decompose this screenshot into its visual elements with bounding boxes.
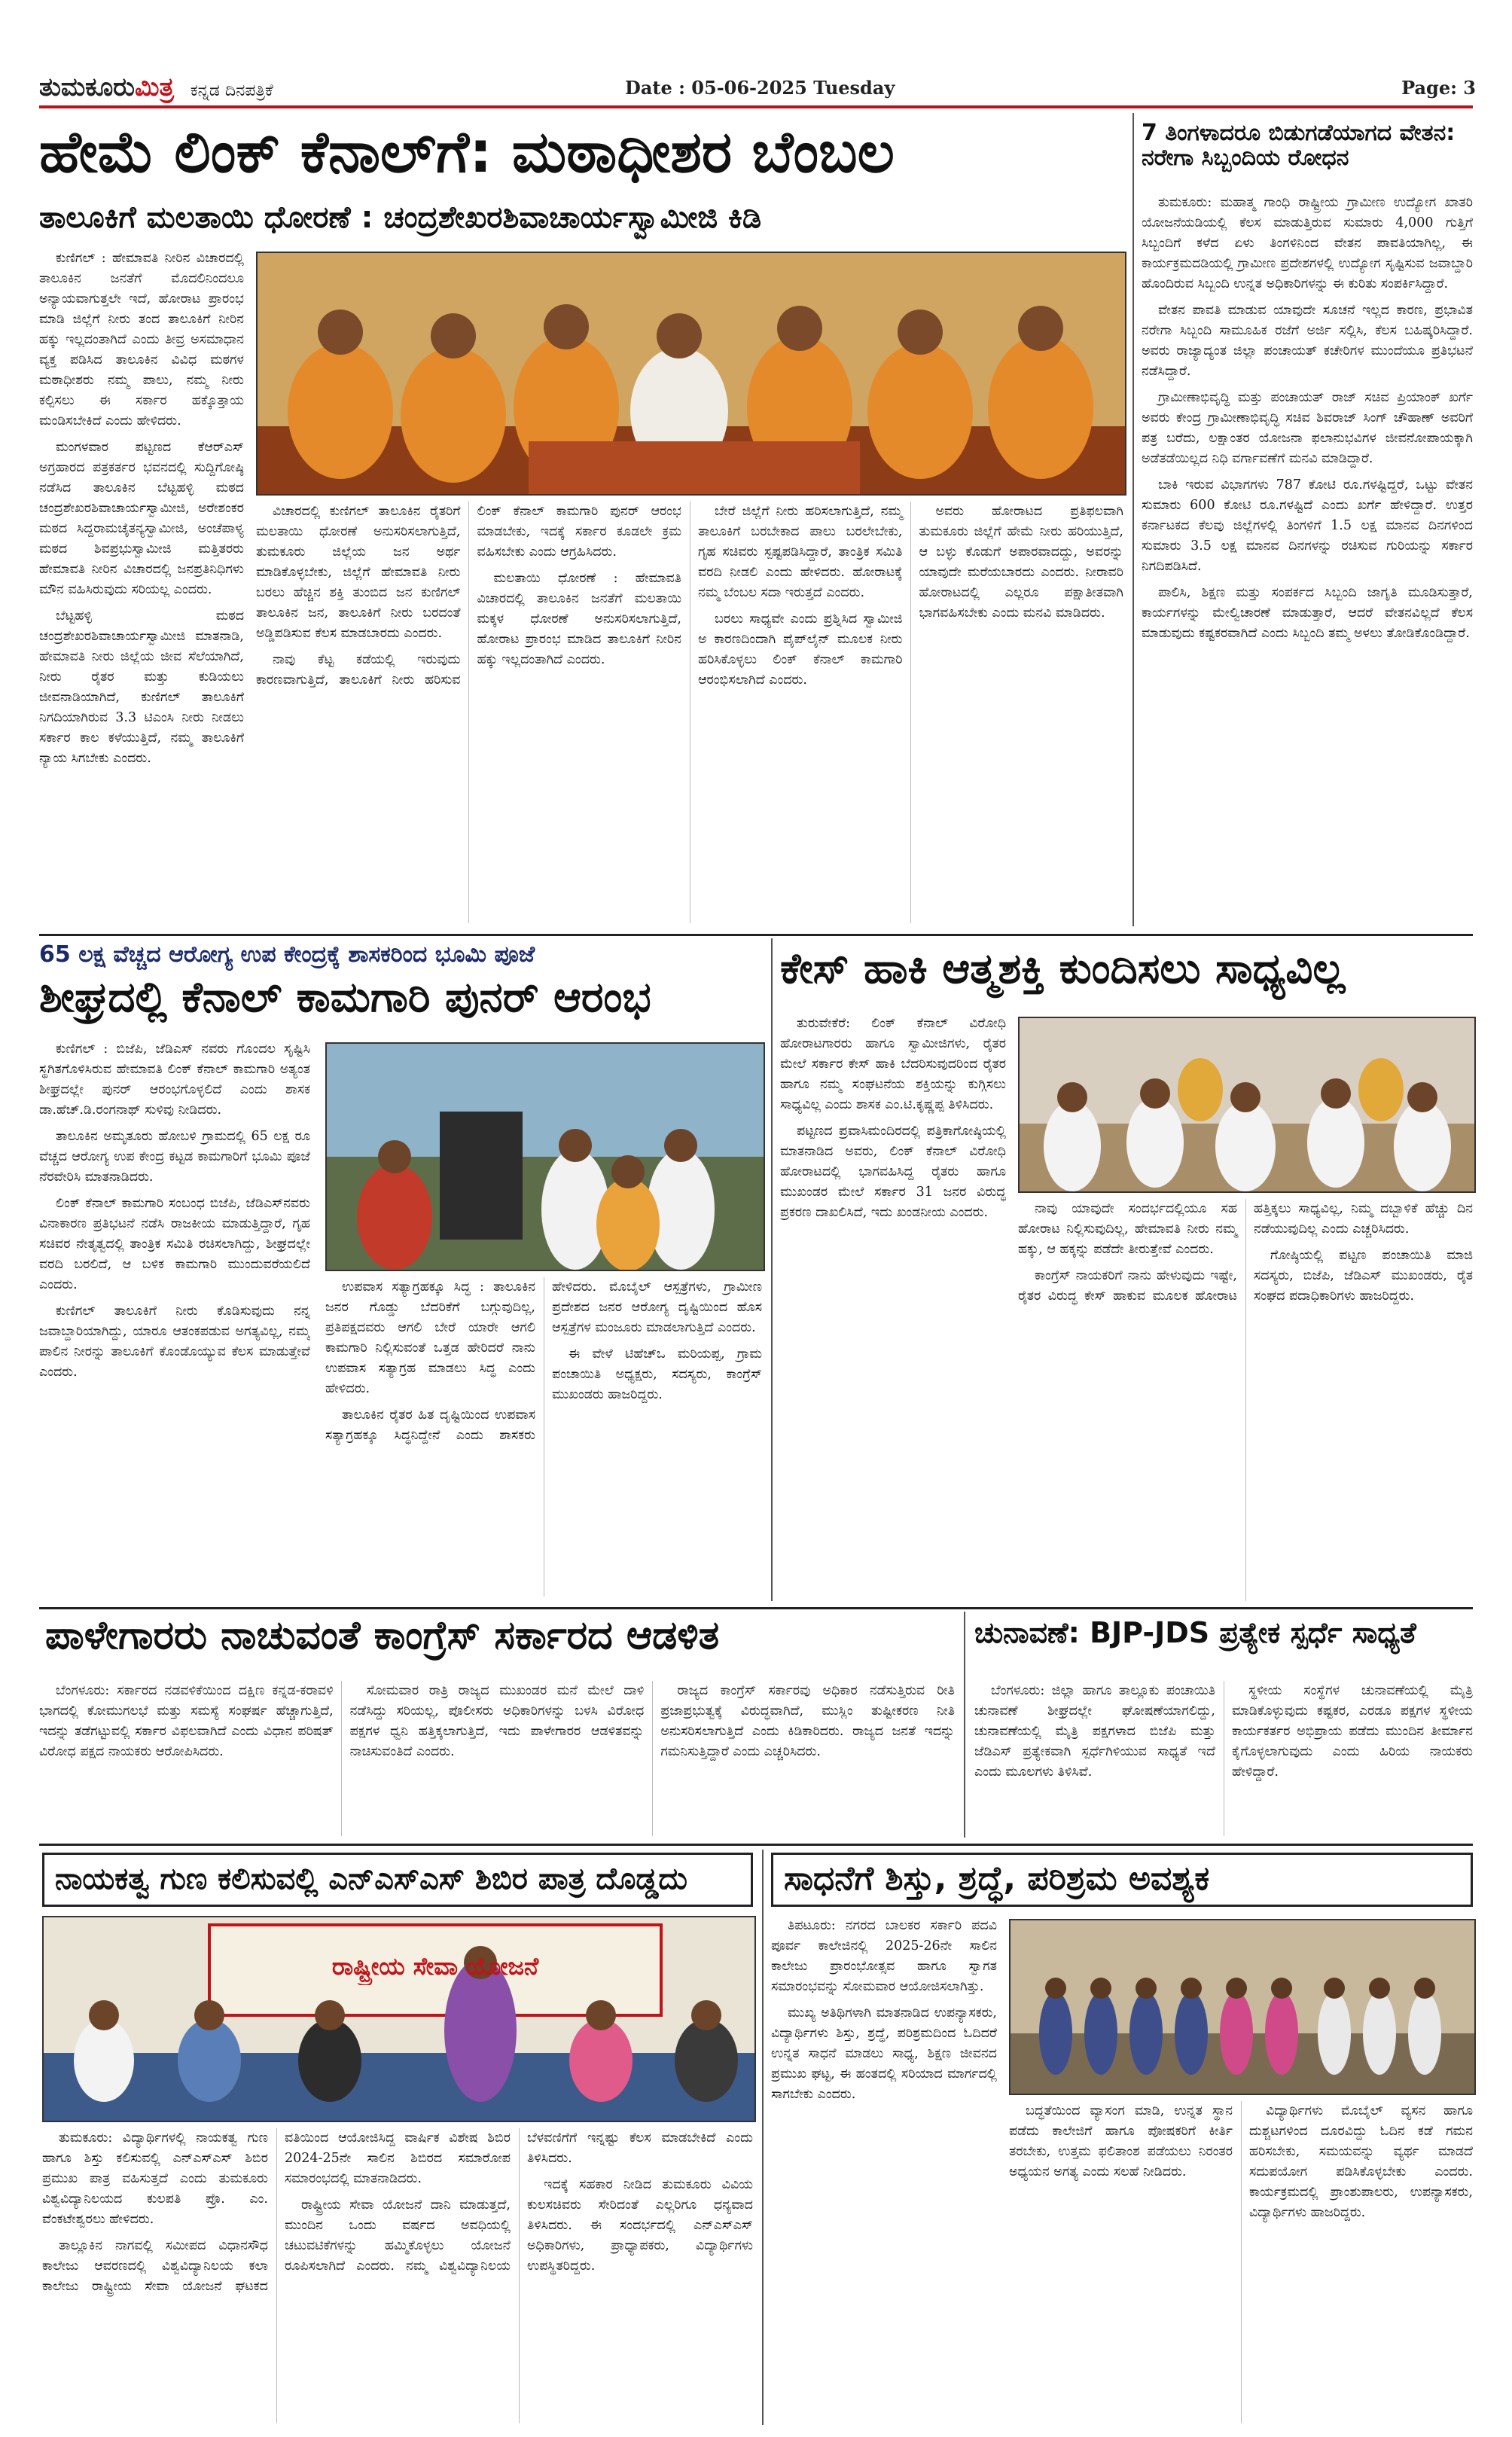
nss-para: ತುಮಕೂರು: ವಿದ್ಯಾರ್ಥಿಗಳಲ್ಲಿ ನಾಯಕತ್ವ ಗುಣ ಹಾಗೂ ಶಿಸ್ತು ಕಲಿಸುವಲ್ಲಿ ಎನ್‌ಎಸ್‌ಎಸ್ ಶಿಬಿರ ಪ್ರಮುಖ ಪಾತ್ರ ವಹಿಸುತ್ತದೆ ಎಂದು ತುಮಕೂರು ವಿಶ್ವವಿದ್ಯಾನಿಲಯದ ಕುಲಪತಿ ಪ್ರೊ. ಎಂ. ವೆಂಕಟೇಶ್ವರಲು ಹೇಳಿದರು.	[42, 2130, 268, 2227]
lead-left-column	[39, 249, 244, 926]
canal-right-para: ಈ ವೇಳೆ ಟಿಹೆಚ್‌ಒ ಮರಿಯಪ್ಪ, ಗ್ರಾಮ ಪಂಚಾಯಿತಿ ಅಧ್ಯಕ್ಷರು, ಸದಸ್ಯರು, ಕಾಂಗ್ರೆಸ್ ಮುಖಂಡರು ಹಾಜರಿದ್ದರು.	[552, 1347, 762, 1402]
nss-photo	[42, 1916, 756, 2122]
side-para: ಪಾಲಿಸಿ, ಶಿಕ್ಷಣ ಮತ್ತು ಸಂಪರ್ಕದ ಸಿಬ್ಬಂದಿ ಜಾಗೃತಿ ಮೂಡಿಸುತ್ತಾರೆ, ಕಾರ್ಯಗಳನ್ನು ಮೇಲ್ವಿಚಾರಣೆ ಮಾಡುತ್ತಾರೆ, ಆದರೆ ವೇತನವಿಲ್ಲದೆ ಕೆಲಸ ಮಾಡುವುದು ಕಷ್ಟಕರವಾಗಿದೆ ಎಂದು ಸಿಬ್ಬಂದಿ ತಮ್ಮ ಅಳಲು ತೋಡಿಕೊಂಡಿದ್ದಾರೆ.	[1142, 585, 1473, 641]
lead-right-para: ಅವರು ಹೋರಾಟದ ಪ್ರತಿಫಲವಾಗಿ ತುಮಕೂರು ಜಿಲ್ಲೆಗೆ ಹೇಮೆ ನೀರು ಹರಿಯುತ್ತಿದೆ, ಆ ಬಳ್ಳು ಕೊಡುಗೆ ಅಪಾರವಾದದ್ದು, ಅವರನ್ನು ಯಾವುದೇ ಮರೆಯಬಾರದು ಎಂದರು. ನೀರಾವರಿ ಹೋರಾಟದಲ್ಲಿ ಎಲ್ಲರೂ ಪಕ್ಷಾತೀತವಾಗಿ ಭಾಗವಹಿಸಬೇಕು ಎಂದು ಮನವಿ ಮಾಡಿದರು.	[919, 504, 1123, 621]
discipline-headline: ಸಾಧನೆಗೆ ಶಿಸ್ತು, ಶ್ರದ್ಧೆ, ಪರಿಶ್ರಮ ಅವಶ್ಯಕ	[784, 1859, 1210, 1898]
column-divider	[771, 938, 773, 1601]
side-headline: 7 ತಿಂಗಳಾದರೂ ಬಿಡುಗಡೆಯಾಗದ ವೇತನ: ನರೇಗಾ ಸಿಬ್ಬಂದಿಯ ರೋಧನ	[1142, 120, 1456, 171]
lead-left-para: ಮಂಗಳವಾರ ಪಟ್ಟಣದ ಕೆಆರ್‌ಎಸ್ ಅಗ್ರಹಾರದ ಪತ್ರಕರ್ತರ ಭವನದಲ್ಲಿ ಸುದ್ದಿಗೋಷ್ಠಿ ನಡೆಸಿದ ತಾಲೂಕಿನ ಬೆಟ್ಟಹಳ್ಳಿ ಮಠದ ಚಂದ್ರಶೇಖರಶಿವಾಚಾರ್ಯಸ್ವಾಮೀಜಿ, ಅರೇಶಂಕರ ಮಠದ ಸಿದ್ದರಾಮಚೈತನ್ಯಸ್ವಾಮೀಜಿ, ಅಂಚೆಪಾಳ್ಯ ಮಠದ ಶಿವಪ್ರಭುಸ್ವಾಮೀಜಿ ಮತ್ತಿತರರು ಹೇಮಾವತಿ ನೀರಿನ ವಿಚಾರದಲ್ಲಿ ಜನಪ್ರತಿನಿಧಿಗಳು ಮೌನ ವಹಿಸಿರುವುದು ಸರಿಯಲ್ಲ ಎಂದರು.	[39, 440, 244, 597]
seers-photo-illustration	[258, 253, 1125, 494]
discipline-para: ವಿದ್ಯಾರ್ಥಿಗಳು ಮೊಬೈಲ್ ವ್ಯಸನ ಹಾಗೂ ದುಶ್ಚಟಗಳಿಂದ ದೂರವಿದ್ದು ಓದಿನ ಕಡೆ ಗಮನ ಹರಿಸಬೇಕು, ಸಮಯವನ್ನು ವ್ಯರ್ಥ ಮಾಡದೆ ಸದುಪಯೋಗ ಪಡಿಸಿಕೊಳ್ಳಬೇಕು ಎಂದರು. ಕಾರ್ಯಕ್ರಮದಲ್ಲಿ ಪ್ರಾಂಶುಪಾಲರು, ಉಪನ್ಯಾಸಕರು, ವಿದ್ಯಾರ್ಥಿಗಳು ಹಾಜರಿದ್ದರು.	[1249, 2103, 1473, 2220]
canal-left-para: ತಾಲೂಕಿನ ಅಮೃತೂರು ಹೋಬಳಿ ಗ್ರಾಮದಲ್ಲಿ 65 ಲಕ್ಷ ರೂ ವೆಚ್ಚದ ಆರೋಗ್ಯ ಉಪ ಕೇಂದ್ರ ಕಟ್ಟಡ ಕಾಮಗಾರಿಗೆ ಭೂಮಿ ಪೂಜೆ ನೆರವೇರಿಸಿ ಮಾತನಾಡಿದರು.	[39, 1129, 310, 1185]
discipline-right-columns	[1009, 2101, 1473, 2423]
congress-para: ರಾಜ್ಯದ ಕಾಂಗ್ರೆಸ್ ಸರ್ಕಾರವು ಅಧಿಕಾರ ನಡೆಸುತ್ತಿರುವ ರೀತಿ ಪ್ರಜಾಪ್ರಭುತ್ವಕ್ಕೆ ವಿರುದ್ಧವಾಗಿದೆ, ಮುಸ್ಲಿಂ ತುಷ್ಟೀಕರಣ ನೀತಿ ಅನುಸರಿಸಲಾಗುತ್ತಿದೆ ಎಂದು ಕಿಡಿಕಾರಿದರು. ರಾಜ್ಯದ ಜನತೆ ಇದನ್ನು ಗಮನಿಸುತ್ತಿದ್ದಾರೆ ಎಂದು ಎಚ್ಚರಿಸಿದರು.	[660, 1683, 955, 1759]
lead-subhead: ತಾಲೂಕಿಗೆ ಮಲತಾಯಿ ಧೋರಣೆ : ಚಂದ್ರಶೇಖರಶಿವಾಚಾರ್ಯಸ್ವಾಮೀಜಿ ಕಿಡಿ	[39, 200, 762, 235]
side-story-body	[1142, 193, 1473, 925]
nss-body	[42, 2128, 753, 2423]
case-left-para: ತುರುವೇಕೆರೆ: ಲಿಂಕ್ ಕೆನಾಲ್ ವಿರೋಧಿ ಹೋರಾಟಗಾರರು ಹಾಗೂ ಸ್ವಾಮೀಜಿಗಳು, ರೈತರ ಮೇಲೆ ಸರ್ಕಾರ ಕೇಸ್ ಹಾಕಿ ಬೆದರಿಸುವುದರಿಂದ ರೈತರ ಹಾಗೂ ನಮ್ಮ ಸಂಘಟನೆಯ ಶಕ್ತಿಯನ್ನು ಕುಗ್ಗಿಸಲು ಸಾಧ್ಯವಿಲ್ಲ ಎಂದು ಶಾಸಕ ಎಂ.ಟಿ.ಕೃಷ್ಣಪ್ಪ ತಿಳಿಸಿದರು.	[780, 1016, 1006, 1112]
section-rule	[39, 1607, 1473, 1609]
nss-banner-text: ರಾಷ್ಟ್ರೀಯ ಸೇವಾ ಯೋಜನೆ	[331, 1952, 539, 1981]
nss-para: ಇದಕ್ಕೆ ಸಹಕಾರ ನೀಡಿದ ತುಮಕೂರು ವಿವಿಯ ಕುಲಸಚಿವರು ಸೇರಿದಂತೆ ಎಲ್ಲರಿಗೂ ಧನ್ಯವಾದ ತಿಳಿಸಿದರು. ಈ ಸಂದರ್ಭದಲ್ಲಿ ಎನ್‌ಎಸ್‌ಎಸ್ ಅಧಿಕಾರಿಗಳು, ಪ್ರಾಧ್ಯಾಪಕರು, ವಿದ್ಯಾರ್ಥಿಗಳು ಉಪಸ್ಥಿತರಿದ್ದರು.	[527, 2177, 753, 2274]
logo-tagline: ಕನ್ನಡ ದಿನಪತ್ರಿಕೆ	[190, 81, 273, 100]
case-left-para: ಪಟ್ಟಣದ ಪ್ರವಾಸಿಮಂದಿರದಲ್ಲಿ ಪತ್ರಿಕಾಗೋಷ್ಠಿಯಲ್ಲಿ ಮಾತನಾಡಿದ ಅವರು, ಲಿಂಕ್ ಕೆನಾಲ್ ವಿರೋಧಿ ಹೋರಾಟದಲ್ಲಿ ಭಾಗವಹಿಸಿದ್ದ ರೈತರು ಹಾಗೂ ಮುಖಂಡರ ಮೇಲೆ ಸರ್ಕಾರ 31 ಜನರ ವಿರುದ್ಧ ಪ್ರಕರಣ ದಾಖಲಿಸಿದೆ, ಇದು ಖಂಡನೀಯ ಎಂದರು.	[780, 1124, 1006, 1220]
congress-para: ಬೆಂಗಳೂರು: ಸರ್ಕಾರದ ನಡವಳಿಕೆಯಿಂದ ದಕ್ಷಿಣ ಕನ್ನಡ-ಕರಾವಳಿ ಭಾಗದಲ್ಲಿ ಕೋಮುಗಲಭೆ ಮತ್ತು ಸಮಸ್ಯೆ ಸಂಘರ್ಷ ಹೆಚ್ಚಾಗುತ್ತಿದೆ, ಇದನ್ನು ತಡೆಗಟ್ಟುವಲ್ಲಿ ಸರ್ಕಾರ ವಿಫಲವಾಗಿದೆ ಎಂದು ವಿಧಾನ ಪರಿಷತ್ ವಿರೋಧ ಪಕ್ಷದ ನಾಯಕರು ಆರೋಪಿಸಿದರು.	[39, 1683, 334, 1759]
congress-body	[39, 1681, 955, 1836]
issue-date: Date : 05-06-2025 Tuesday	[625, 77, 895, 99]
masthead-logo	[39, 72, 355, 105]
case-right-para: ಕಾಂಗ್ರೆಸ್ ನಾಯಕರಿಗೆ ನಾನು ಹೇಳುವುದು ಇಷ್ಟೇ, ರೈತರ ವಿರುದ್ಧ ಕೇಸ್ ಹಾಕುವ ಮೂಲಕ ಹೋರಾಟ ಹತ್ತಿಕ್ಕಲು ಸಾಧ್ಯವಿಲ್ಲ, ನಿಮ್ಮ ದಬ್ಬಾಳಿಕೆ ಹೆಚ್ಚು ದಿನ ನಡೆಯುವುದಿಲ್ಲ ಎಂದು ಎಚ್ಚರಿಸಿದರು.	[1018, 1201, 1473, 1304]
case-right-para: ನಾವು ಯಾವುದೇ ಸಂದರ್ಭದಲ್ಲಿಯೂ ಸಹ ಹೋರಾಟ ನಿಲ್ಲಿಸುವುದಿಲ್ಲ, ಹೇಮಾವತಿ ನೀರು ನಮ್ಮ ಹಕ್ಕು, ಆ ಹಕ್ಕನ್ನು ಪಡೆದೇ ತೀರುತ್ತೇವೆ ಎಂದರು.	[1018, 1201, 1237, 1257]
press-meet-photo-illustration	[1020, 1018, 1474, 1191]
canal-right-para: ಉಪವಾಸ ಸತ್ಯಾಗ್ರಹಕ್ಕೂ ಸಿದ್ಧ : ತಾಲೂಕಿನ ಜನರ ಗೊಡ್ಡು ಬೆದರಿಕೆಗೆ ಬಗ್ಗುವುದಿಲ್ಲ, ಪ್ರತಿಪಕ್ಷದವರು ಆಗಲಿ ಬೇರೆ ಯಾರೇ ಆಗಲಿ ಕಾಮಗಾರಿ ನಿಲ್ಲಿಸುವಂತೆ ಒತ್ತಡ ಹೇರಿದರೆ ನಾನು ಉಪವಾಸ ಸತ್ಯಾಗ್ರಹ ಮಾಡಲು ಸಿದ್ಧ ಎಂದು ಹೇಳಿದರು.	[325, 1280, 535, 1396]
nss-para: ತಾಲ್ಲೂಕಿನ ನಾಗವಲ್ಲಿ ಸಮೀಪದ ವಿಧಾನಸೌಧ ಕಾಲೇಜು ಆವರಣದಲ್ಲಿ ವಿಶ್ವವಿದ್ಯಾನಿಲಯ ಕಲಾ ಕಾಲೇಜು ರಾಷ್ಟ್ರೀಯ ಸೇವಾ ಯೋಜನೆ ಘಟಕದ ವತಿಯಿಂದ ಆಯೋಜಿಸಿದ್ದ ವಾರ್ಷಿಕ ವಿಶೇಷ ಶಿಬಿರ 2024-25ನೇ ಸಾಲಿನ ಶಿಬಿರದ ಸಮಾರೋಪ ಸಮಾರಂಭದಲ್ಲಿ ಮಾತನಾಡಿದರು.	[42, 2130, 511, 2294]
congress-para: ಸೋಮವಾರ ರಾತ್ರಿ ರಾಜ್ಯದ ಮುಖಂಡರ ಮನೆ ಮೇಲೆ ದಾಳಿ ನಡೆಸಿದ್ದು ಸರಿಯಲ್ಲ, ಪೊಲೀಸರು ಅಧಿಕಾರಿಗಳನ್ನು ಬಳಸಿ ವಿರೋಧ ಪಕ್ಷಗಳ ಧ್ವನಿ ಹತ್ತಿಕ್ಕಲಾಗುತ್ತಿದೆ, ಇದು ಪಾಳೇಗಾರರ ಆಡಳಿತವನ್ನು ನಾಚಿಸುವಂತಿದೆ ಎಂದರು.	[349, 1683, 645, 1759]
discipline-para: ಮುಖ್ಯ ಅತಿಥಿಗಳಾಗಿ ಮಾತನಾಡಿದ ಉಪನ್ಯಾಸಕರು, ವಿದ್ಯಾರ್ಥಿಗಳು ಶಿಸ್ತು, ಶ್ರದ್ಧೆ, ಪರಿಶ್ರಮದಿಂದ ಓದಿದರೆ ಉನ್ನತ ಸಾಧನೆ ಮಾಡಲು ಸಾಧ್ಯ, ಶಿಕ್ಷಣ ಜೀವನದ ಪ್ರಮುಖ ಘಟ್ಟ, ಈ ಹಂತದಲ್ಲಿ ಸರಿಯಾದ ಮಾರ್ಗದಲ್ಲಿ ಸಾಗಬೇಕು ಎಂದರು.	[771, 2005, 997, 2102]
section-rule	[39, 1844, 1473, 1846]
page-number: Page: 3	[1401, 77, 1476, 99]
discipline-para: ತಿಪಟೂರು: ನಗರದ ಬಾಲಕರ ಸರ್ಕಾರಿ ಪದವಿ ಪೂರ್ವ ಕಾಲೇಜಿನಲ್ಲಿ 2025-26ನೇ ಸಾಲಿನ ಕಾಲೇಜು ಪ್ರಾರಂಭೋತ್ಸವ ಹಾಗೂ ಸ್ವಾಗತ ಸಮಾರಂಭವನ್ನು ಸೋಮವಾರ ಆಯೋಜಿಸಲಾಗಿತ್ತು.	[771, 1918, 997, 1994]
lead-left-para: ಬೆಟ್ಟಹಳ್ಳಿ ಮಠದ ಚಂದ್ರಶೇಖರಶಿವಾಚಾರ್ಯಸ್ವಾಮೀಜಿ ಮಾತನಾಡಿ, ಹೇಮಾವತಿ ನೀರು ಜಿಲ್ಲೆಯ ಜೀವ ಸೆಲೆಯಾಗಿದೆ, ನೀರು ರೈತರ ಮತ್ತು ಕುಡಿಯಲು ಜೀವನಾಡಿಯಾಗಿದೆ, ಕುಣಿಗಲ್ ತಾಲೂಕಿಗೆ ನಿಗದಿಯಾಗಿರುವ 3.3 ಟಿಎಂಸಿ ನೀರು ನೀಡಲು ಸರ್ಕಾರ ಕಾಲ ಕಳೆಯುತ್ತಿದೆ, ನಮ್ಮ ತಾಲೂಕಿಗೆ ನ್ಯಾಯ ಸಿಗಬೇಕು ಎಂದರು.	[39, 608, 244, 766]
nss-para: ರಾಷ್ಟ್ರೀಯ ಸೇವಾ ಯೋಜನೆ ದಾನಿ ಮಾಡುತ್ತದೆ, ಮುಂದಿನ ಒಂದು ವರ್ಷದ ಅವಧಿಯಲ್ಲಿ ಚಟುವಟಿಕೆಗಳನ್ನು ಹಮ್ಮಿಕೊಳ್ಳಲು ಯೋಜನೆ ರೂಪಿಸಲಾಗಿದೆ ಎಂದರು. ನಮ್ಮ ವಿಶ್ವವಿದ್ಯಾನಿಲಯ ಬೆಳವಣಿಗೆಗೆ ಇನ್ನಷ್ಟು ಕೆಲಸ ಮಾಡಬೇಕಿದೆ ಎಂದು ತಿಳಿಸಿದರು.	[285, 2130, 753, 2274]
logo-main: ತುಮಕೂರು	[39, 72, 135, 102]
discipline-headline-box	[771, 1853, 1473, 1907]
nss-headline-box	[42, 1853, 753, 1907]
section-rule	[39, 934, 1473, 936]
nss-headline: ನಾಯಕತ್ವ ಗುಣ ಕಲಿಸುವಲ್ಲಿ ಎನ್‌ಎಸ್‌ಎಸ್ ಶಿಬಿರ ಪಾತ್ರ ದೊಡ್ಡದು	[55, 1862, 687, 1896]
election-para: ಬೆಂಗಳೂರು: ಜಿಲ್ಲಾ ಹಾಗೂ ತಾಲ್ಲೂಕು ಪಂಚಾಯಿತಿ ಚುನಾವಣೆ ಶೀಘ್ರದಲ್ಲೇ ಘೋಷಣೆಯಾಗಲಿದ್ದು, ಚುನಾವಣೆಯಲ್ಲಿ ಮೈತ್ರಿ ಪಕ್ಷಗಳಾದ ಬಿಜೆಪಿ ಮತ್ತು ಜೆಡಿಎಸ್ ಪ್ರತ್ಯೇಕವಾಗಿ ಸ್ಪರ್ಧೆಗಿಳಿಯುವ ಸಾಧ್ಯತೆ ಇದೆ ಎಂದು ಮೂಲಗಳು ತಿಳಿಸಿವೆ.	[974, 1683, 1215, 1780]
lead-right-para: ನಾವು ಕೆಟ್ಟ ಕಡೆಯಲ್ಲಿ ಇರುವುದು ಕಾರಣವಾಗುತ್ತಿದೆ, ತಾಲೂಕಿಗೆ ನೀರು ಹರಿಸುವ ಲಿಂಕ್ ಕೆನಾಲ್ ಕಾಮಗಾರಿ ಪುನರ್ ಆರಂಭ ಮಾಡಬೇಕು, ಇದಕ್ಕೆ ಸರ್ಕಾರ ಕೂಡಲೇ ಕ್ರಮ ವಹಿಸಬೇಕು ಎಂದು ಆಗ್ರಹಿಸಿದರು.	[256, 504, 681, 688]
discipline-para: ಬದ್ಧತೆಯಿಂದ ವ್ಯಾಸಂಗ ಮಾಡಿ, ಉನ್ನತ ಸ್ಥಾನ ಪಡೆದು ಕಾಲೇಜಿಗೆ ಹಾಗೂ ಪೋಷಕರಿಗೆ ಕೀರ್ತಿ ತರಬೇಕು, ಉತ್ತಮ ಫಲಿತಾಂಶ ಪಡೆಯಲು ನಿರಂತರ ಅಧ್ಯಯನ ಅಗತ್ಯ ಎಂದು ಸಲಹೆ ನೀಡಿದರು.	[1009, 2103, 1233, 2179]
lead-right-para: ಮಲತಾಯಿ ಧೋರಣೆ : ಹೇಮಾವತಿ ವಿಚಾರದಲ್ಲಿ ತಾಲೂಕಿನ ಜನತೆಗೆ ಮಲತಾಯಿ ಮಕ್ಕಳ ಧೋರಣೆ ಅನುಸರಿಸಲಾಗುತ್ತಿದೆ, ಹೋರಾಟ ಪ್ರಾರಂಭ ಮಾಡಿದ ತಾಲೂಕಿಗೆ ನೀರಿನ ಹಕ್ಕು ಇಲ್ಲದಂತಾಗಿದೆ ಎಂದರು.	[477, 571, 681, 667]
canal-photo	[325, 1042, 765, 1271]
canal-left-para: ಕುಣಿಗಲ್ ತಾಲೂಕಿಗೆ ನೀರು ಕೊಡಿಸುವುದು ನನ್ನ ಜವಾಬ್ದಾರಿಯಾಗಿದ್ದು, ಯಾರೂ ಆತಂಕಪಡುವ ಅಗತ್ಯವಿಲ್ಲ, ನಮ್ಮ ಪಾಲಿನ ನೀರನ್ನು ತಾಲೂಕಿಗೆ ಕೊಂಡೊಯ್ಯುವ ಕೆಲಸ ಮಾಡುತ್ತೇವೆ ಎಂದರು.	[39, 1304, 310, 1380]
canal-right-columns	[325, 1277, 762, 1597]
discipline-left-column	[771, 1916, 997, 2423]
college-students-photo-illustration	[1011, 1920, 1474, 2094]
column-divider	[1132, 113, 1134, 926]
lead-right-para: ಬರಲು ಸಾಧ್ಯವೇ ಎಂದು ಪ್ರಶ್ನಿಸಿದ ಸ್ವಾಮೀಜಿ ಅ ಕಾರಣದಿಂದಾಗಿ ಪೈಪ್‌ಲೈನ್ ಮೂಲಕ ನೀರು ಹರಿಸಿಕೊಳ್ಳಲು ಲಿಂಕ್ ಕೆನಾಲ್ ಕಾಮಗಾರಿ ಆರಂಭಿಸಲಾಗಿದೆ ಎಂದರು.	[698, 612, 903, 688]
case-headline: ಕೇಸ್ ಹಾಕಿ ಆತ್ಮಶಕ್ತಿ ಕುಂದಿಸಲು ಸಾಧ್ಯವಿಲ್ಲ	[780, 946, 1346, 993]
canal-right-para: ತಾಲೂಕಿನ ರೈತರ ಹಿತ ದೃಷ್ಟಿಯಿಂದ ಉಪವಾಸ ಸತ್ಯಾಗ್ರಹಕ್ಕೂ ಸಿದ್ಧನಿದ್ದೇನೆ ಎಂದು ಶಾಸಕರು ಹೇಳಿದರು. ಮೊಬೈಲ್ ಆಸ್ಪತ್ರೆಗಳು, ಗ್ರಾಮೀಣ ಪ್ರದೇಶದ ಜನರ ಆರೋಗ್ಯ ದೃಷ್ಟಿಯಿಂದ ಹೊಸ ಆಸ್ಪತ್ರೆಗಳ ಮಂಜೂರು ಮಾಡಲಾಗುತ್ತಿದೆ ಎಂದರು.	[325, 1280, 762, 1443]
congress-headline: ಪಾಳೇಗಾರರು ನಾಚುವಂತೆ ಕಾಂಗ್ರೆಸ್ ಸರ್ಕಾರದ ಆಡಳಿತ	[45, 1615, 720, 1658]
case-left-column	[780, 1014, 1006, 1601]
canal-left-para: ಕುಣಿಗಲ್ : ಬಿಜೆಪಿ, ಜೆಡಿಎಸ್ ನವರು ಗೊಂದಲ ಸೃಷ್ಟಿಸಿ ಸ್ಥಗಿತಗೊಳಿಸಿರುವ ಹೇಮಾವತಿ ಲಿಂಕ್ ಕೆನಾಲ್ ಕಾಮಗಾರಿ ಅತ್ಯಂತ ಶೀಘ್ರದಲ್ಲೇ ಪುನರ್ ಆರಂಭಗೊಳ್ಳಲಿದೆ ಎಂದು ಶಾಸಕ ಡಾ.ಹೆಚ್.ಡಿ.ರಂಗನಾಥ್ ಸುಳಿವು ನೀಡಿದರು.	[39, 1042, 310, 1118]
side-para: ವೇತನ ಪಾವತಿ ಮಾಡುವ ಯಾವುದೇ ಸೂಚನೆ ಇಲ್ಲದ ಕಾರಣ, ಪ್ರಭಾವಿತ ನರೇಗಾ ಸಿಬ್ಬಂದಿ ಸಾಮೂಹಿಕ ರಜೆಗೆ ಅರ್ಜಿ ಸಲ್ಲಿಸಿ, ಕೆಲಸ ಬಹಿಷ್ಕರಿಸಿದ್ದಾರೆ. ಅವರು ರಾಜ್ಯಾದ್ಯಂತ ಜಿಲ್ಲಾ ಪಂಚಾಯತ್ ಕಚೇರಿಗಳ ಮುಂದೆಯೂ ಪ್ರತಿಭಟನೆ ನಡೆಸಿದ್ದಾರೆ.	[1142, 303, 1473, 379]
canal-kicker: 65 ಲಕ್ಷ ವೆಚ್ಚದ ಆರೋಗ್ಯ ಉಪ ಕೇಂದ್ರಕ್ಕೆ ಶಾಸಕರಿಂದ ಭೂಮಿ ಪೂಜೆ	[39, 941, 535, 968]
case-right-columns	[1018, 1199, 1473, 1601]
column-divider	[762, 1850, 764, 2425]
discipline-photo	[1009, 1919, 1476, 2095]
canal-left-para: ಲಿಂಕ್ ಕೆನಾಲ್ ಕಾಮಗಾರಿ ಸಂಬಂಧ ಬಿಜೆಪಿ, ಜೆಡಿಎಸ್‌ನವರು ವಿನಾಕಾರಣ ಪ್ರತಿಭಟನೆ ನಡೆಸಿ ರಾಜಕೀಯ ಮಾಡುತ್ತಿದ್ದಾರೆ, ಗೃಹ ಸಚಿವರ ನೇತೃತ್ವದಲ್ಲಿ ತಾಂತ್ರಿಕ ಸಮಿತಿ ರಚಿಸಲಾಗಿದ್ದು, ಶೀಘ್ರದಲ್ಲೇ ವರದಿ ಬರಲಿದೆ, ಆ ಬಳಿಕ ಕಾಮಗಾರಿ ಮುಂದುವರೆಯಲಿದೆ ಎಂದರು.	[39, 1196, 310, 1292]
lead-left-para: ಕುಣಿಗಲ್ : ಹೇಮಾವತಿ ನೀರಿನ ವಿಚಾರದಲ್ಲಿ ತಾಲೂಕಿನ ಜನತೆಗೆ ಮೊದಲಿನಿಂದಲೂ ಅನ್ಯಾಯವಾಗುತ್ತಲೇ ಇದೆ, ಹೋರಾಟ ಪ್ರಾರಂಭ ಮಾಡಿ ಜಿಲ್ಲೆಗೆ ನೀರು ತಂದ ತಾಲೂಕಿಗೆ ನೀರಿನ ಹಕ್ಕು ಇಲ್ಲದಂತಾಗಿದೆ ಎಂದು ತೀವ್ರ ಅಸಮಾಧಾನ ವ್ಯಕ್ತ ಪಡಿಸಿದ ತಾಲೂಕಿನ ವಿವಿಧ ಮಠಗಳ ಮಠಾಧೀಶರು ನಮ್ಮ ಪಾಲು, ನಮ್ಮ ನೀರು ಕಲ್ಪಿಸಲು ಈ ಸರ್ಕಾರ ಹಕ್ಕೊತ್ತಾಯ ಮಂಡಿಸಬೇಕಿದೆ ಎಂದು ಹೇಳಿದರು.	[39, 251, 244, 429]
lead-right-columns	[256, 502, 1123, 923]
canal-left-column	[39, 1039, 310, 1597]
election-headline: ಚುನಾವಣೆ: BJP-JDS ಪ್ರತ್ಯೇಕ ಸ್ಪರ್ಧೆ ಸಾಧ್ಯತೆ	[974, 1618, 1416, 1649]
case-photo	[1018, 1017, 1476, 1193]
case-right-para: ಗೋಷ್ಠಿಯಲ್ಲಿ ಪಟ್ಟಣ ಪಂಚಾಯಿತಿ ಮಾಜಿ ಸದಸ್ಯರು, ಬಿಜೆಪಿ, ಜೆಡಿಎಸ್ ಮುಖಂಡರು, ರೈತ ಸಂಘದ ಪದಾಧಿಕಾರಿಗಳು ಹಾಜರಿದ್ದರು.	[1254, 1248, 1473, 1304]
masthead-rule	[39, 105, 1473, 108]
lead-photo	[256, 252, 1126, 496]
side-para: ಬಾಕಿ ಇರುವ ವಿಭಾಗಗಳು 787 ಕೋಟಿ ರೂ.ಗಳಷ್ಟಿದ್ದರೆ, ಒಟ್ಟು ವೇತನ ಸುಮಾರು 600 ಕೋಟಿ ರೂ.ಗಳಷ್ಟಿದೆ ಎಂದು ಖರ್ಗೆ ಹೇಳಿದ್ದಾರೆ. ಉತ್ತರ ಕರ್ನಾಟಕದ ಕೆಲವು ಜಿಲ್ಲೆಗಳಲ್ಲಿ ತಿಂಗಳಿಗೆ 1.5 ಲಕ್ಷ ಮಾನವ ದಿನಗಳಿಂದ ಸುಮಾರು 3.5 ಲಕ್ಷ ಮಾನವ ದಿನಗಳನ್ನು ರಚಿಸುವ ಗುರಿಯನ್ನು ಸರ್ಕಾರ ನಿಗದಿಪಡಿಸಿದೆ.	[1142, 477, 1473, 574]
logo-accent: ಮಿತ್ರ	[134, 72, 174, 102]
column-divider	[964, 1612, 965, 1838]
lead-right-para: ವಿಚಾರದಲ್ಲಿ ಕುಣಿಗಲ್ ತಾಲೂಕಿನ ರೈತರಿಗೆ ಮಲತಾಯಿ ಧೋರಣೆ ಅನುಸರಿಸಲಾಗುತ್ತಿದೆ, ತುಮಕೂರು ಜಿಲ್ಲೆಯ ಜನ ಅರ್ಥ ಮಾಡಿಕೊಳ್ಳಬೇಕು, ಜಿಲ್ಲೆಗೆ ಹೇಮಾವತಿ ನೀರು ಬರಲು ಹೆಚ್ಚಿನ ಶಕ್ತಿ ತುಂಬಿದ ಜನ ಕುಣಿಗಲ್ ತಾಲೂಕಿನ ಜನ, ತಾಲೂಕಿಗೆ ನೀರು ಬರದಂತೆ ಅಡ್ಡಿಪಡಿಸುವ ಕೆಲಸ ಮಾಡಬಾರದು ಎಂದರು.	[256, 504, 461, 641]
nss-event-photo-illustration	[44, 1917, 754, 2121]
lead-right-para: ಬೇರೆ ಜಿಲ್ಲೆಗೆ ನೀರು ಹರಿಸಲಾಗುತ್ತಿದೆ, ನಮ್ಮ ತಾಲೂಕಿಗೆ ಬರಬೇಕಾದ ಪಾಲು ಬರಲೇಬೇಕು, ಗೃಹ ಸಚಿವರು ಸ್ಪಷ್ಟಪಡಿಸಿದ್ದಾರೆ, ತಾಂತ್ರಿಕ ಸಮಿತಿ ವರದಿ ನೀಡಲಿ ಎಂದು ಹೇಳಿದರು. ಹೋರಾಟಕ್ಕೆ ನಮ್ಮ ಬೆಂಬಲ ಸದಾ ಇರುತ್ತದೆ ಎಂದರು.	[698, 504, 903, 600]
canal-headline: ಶೀಘ್ರದಲ್ಲಿ ಕೆನಾಲ್ ಕಾಮಗಾರಿ ಪುನರ್ ಆರಂಭ	[39, 974, 651, 1022]
ground-breaking-photo-illustration	[327, 1044, 764, 1270]
side-para: ತುಮಕೂರು: ಮಹಾತ್ಮ ಗಾಂಧಿ ರಾಷ್ಟ್ರೀಯ ಗ್ರಾಮೀಣ ಉದ್ಯೋಗ ಖಾತರಿ ಯೋಜನೆಯಡಿಯಲ್ಲಿ ಕೆಲಸ ಮಾಡುತ್ತಿರುವ ಸುಮಾರು 4,000 ಗುತ್ತಿಗೆ ಸಿಬ್ಬಂದಿಗೆ ಕಳೆದ ಏಳು ತಿಂಗಳಿನಿಂದ ವೇತನ ಪಾವತಿಯಾಗಿಲ್ಲ, ಈ ಕಾರ್ಯಕ್ರಮದಡಿಯಲ್ಲಿ ಗ್ರಾಮೀಣ ಪ್ರದೇಶಗಳಲ್ಲಿ ಉದ್ಯೋಗ ಸೃಷ್ಟಿಸುವ ಜವಾಬ್ದಾರಿ ಹೊಂದಿರುವ ಸಿಬ್ಬಂದಿ ಉನ್ನತ ಅಧಿಕಾರಿಗಳನ್ನು ಈ ಕುರಿತು ಸಂಪರ್ಕಿಸಿದ್ದಾರೆ.	[1142, 195, 1473, 291]
lead-headline: ಹೇಮೆ ಲಿಂಕ್ ಕೆನಾಲ್‌ಗೆ: ಮಠಾಧೀಶರ ಬೆಂಬಲ	[39, 120, 895, 185]
election-para: ಸ್ಥಳೀಯ ಸಂಸ್ಥೆಗಳ ಚುನಾವಣೆಯಲ್ಲಿ ಮೈತ್ರಿ ಮಾಡಿಕೊಳ್ಳುವುದು ಕಷ್ಟಕರ, ಎರಡೂ ಪಕ್ಷಗಳ ಸ್ಥಳೀಯ ಕಾರ್ಯಕರ್ತರ ಅಭಿಪ್ರಾಯ ಪಡೆದು ಮುಂದಿನ ತೀರ್ಮಾನ ಕೈಗೊಳ್ಳಲಾಗುವುದು ಎಂದು ಹಿರಿಯ ನಾಯಕರು ಹೇಳಿದ್ದಾರೆ.	[1232, 1683, 1473, 1780]
election-body	[974, 1681, 1473, 1836]
side-para: ಗ್ರಾಮೀಣಾಭಿವೃದ್ಧಿ ಮತ್ತು ಪಂಚಾಯತ್ ರಾಜ್ ಸಚಿವ ಪ್ರಿಯಾಂಕ್ ಖರ್ಗೆ ಅವರು ಕೇಂದ್ರ ಗ್ರಾಮೀಣಾಭಿವೃದ್ಧಿ ಸಚಿವ ಶಿವರಾಜ್ ಸಿಂಗ್ ಚೌಹಾಣ್ ಅವರಿಗೆ ಪತ್ರ ಬರೆದು, ಲಕ್ಷಾಂತರ ಯೋಜನಾ ಫಲಾನುಭವಿಗಳ ಜೀವನೋಪಾಯಕ್ಕಾಗಿ ಅಡೆತಡೆಯಿಲ್ಲದ ನಿಧಿ ವರ್ಗಾವಣೆಗೆ ಮನವಿ ಮಾಡಿದ್ದಾರೆ.	[1142, 390, 1473, 466]
